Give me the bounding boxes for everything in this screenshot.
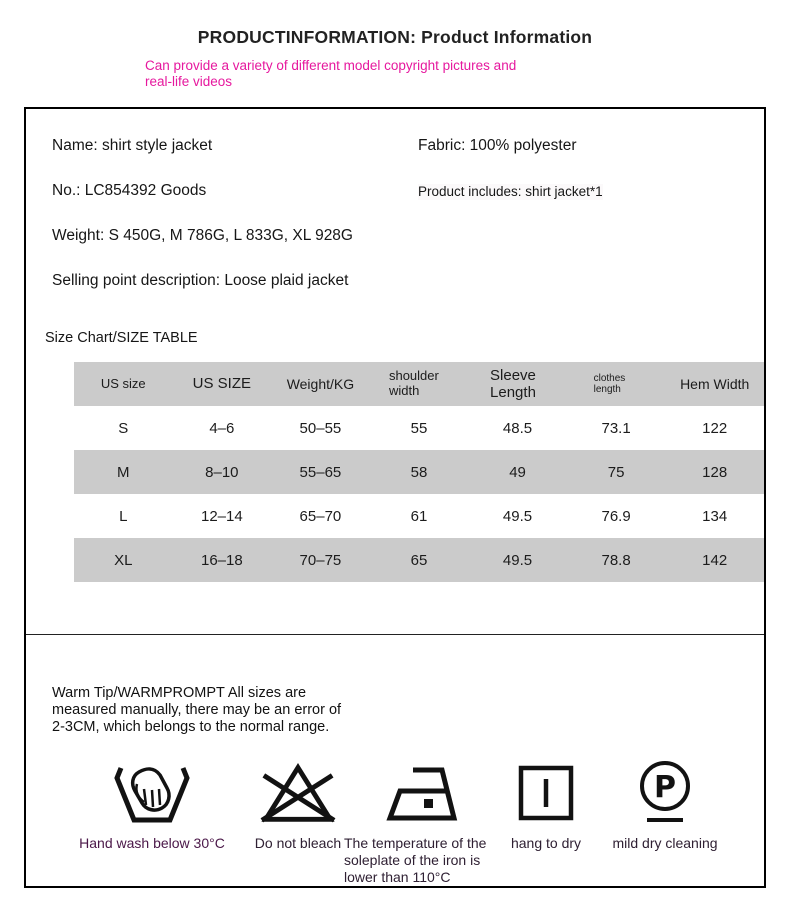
product-fabric: Fabric: 100% polyester [418,137,577,154]
care-item-hang-to-dry [502,760,590,852]
header-cell-hem-width [665,362,764,406]
hand-wash-icon [109,760,195,826]
care-label: hang to dry [510,835,582,851]
iron-low-temp-icon [383,760,463,826]
size-table [74,362,764,582]
product-includes: Product includes: shirt jacket*1 [418,184,603,199]
size-cell: 73.1 [601,419,631,437]
table-row-l [74,494,764,538]
product-weight: Weight: S 450G, M 786G, L 833G, XL 928G [52,227,353,244]
size-cell: M [74,450,173,494]
product-name: Name: shirt style jacket [52,137,213,154]
warm-tip-text: Warm Tip/WARMPROMPT All sizes are measured manually, there may be an error of 2-3CM, which belongs to the normal range. [52,685,342,735]
page-title: PRODUCTINFORMATION: Product Information [197,27,593,47]
size-cell: 134 [702,507,728,525]
size-cell: 49 [468,450,567,494]
product-selling-point: Selling point description: Loose plaid jacket [52,272,349,289]
subtitle: Can provide a variety of different model copyright pictures and real-life videos [145,58,517,89]
header-label: US SIZE [192,375,252,393]
table-row-s [74,406,764,450]
size-cell: 142 [665,538,764,582]
care-item-iron-low [344,760,502,886]
do-not-bleach-icon [257,760,339,826]
header-cell-sleeve-length [468,362,567,406]
care-item-dry-clean [590,760,740,852]
warm-tip-section [26,634,764,886]
header-label: Hem Width [680,375,750,392]
header-cell-shoulder-width [370,362,469,406]
size-table-header-row [74,362,764,406]
table-row-m [74,450,764,494]
table-row-xl [74,538,764,582]
hang-to-dry-icon [516,760,576,826]
care-label: Do not bleach [254,835,342,851]
header-label: US size [100,376,146,392]
size-cell: 61 [410,507,428,525]
size-cell: 16–18 [173,538,272,582]
info-row [52,182,764,200]
header-label: Sleeve Length [490,366,536,401]
size-cell: 128 [665,450,764,494]
size-cell: 4–6 [209,419,235,437]
size-cell: 78.8 [567,538,666,582]
product-number: No.: LC854392 Goods [52,182,207,199]
header-cell-us-size [74,362,173,406]
size-cell: XL [74,538,173,582]
header-label: Weight/KG [286,375,355,392]
size-cell: 50–55 [299,419,342,437]
header-cell-us-size-caps [173,362,272,406]
header-cell-weight [271,362,370,406]
size-cell: 75 [567,450,666,494]
size-cell: 58 [370,450,469,494]
size-cell: 49.5 [502,507,533,525]
size-cell: S [118,419,129,437]
dry-clean-p-icon [633,760,697,826]
size-cell: L [119,507,128,525]
care-label: The temperature of the soleplate of the iron is lower than 110°C [344,835,487,885]
info-row [52,272,764,290]
care-label: mild dry cleaning [612,835,718,851]
size-cell: 65 [370,538,469,582]
care-item-do-not-bleach [252,760,344,852]
size-cell: 55 [410,419,428,437]
size-cell: 65–70 [299,507,342,525]
header-label: clothes length [593,372,626,395]
size-chart-title: Size Chart/SIZE TABLE [45,330,198,346]
size-cell: 76.9 [601,507,631,525]
product-info-panel [24,107,766,888]
size-cell: 70–75 [271,538,370,582]
size-cell: 49.5 [468,538,567,582]
svg-text:P: P [654,770,676,805]
product-details-section [26,109,764,634]
header-cell-clothes-length [567,362,666,406]
size-cell: 122 [702,419,728,437]
size-cell: 12–14 [200,507,243,525]
header-label: shoulder width [388,368,439,398]
care-instructions-row [52,760,764,886]
size-cell: 48.5 [502,419,533,437]
care-item-hand-wash [52,760,252,852]
care-label: Hand wash below 30°C [79,835,225,851]
info-row [52,227,764,245]
info-row [52,137,764,155]
size-cell: 55–65 [271,450,370,494]
size-cell: 8–10 [173,450,272,494]
